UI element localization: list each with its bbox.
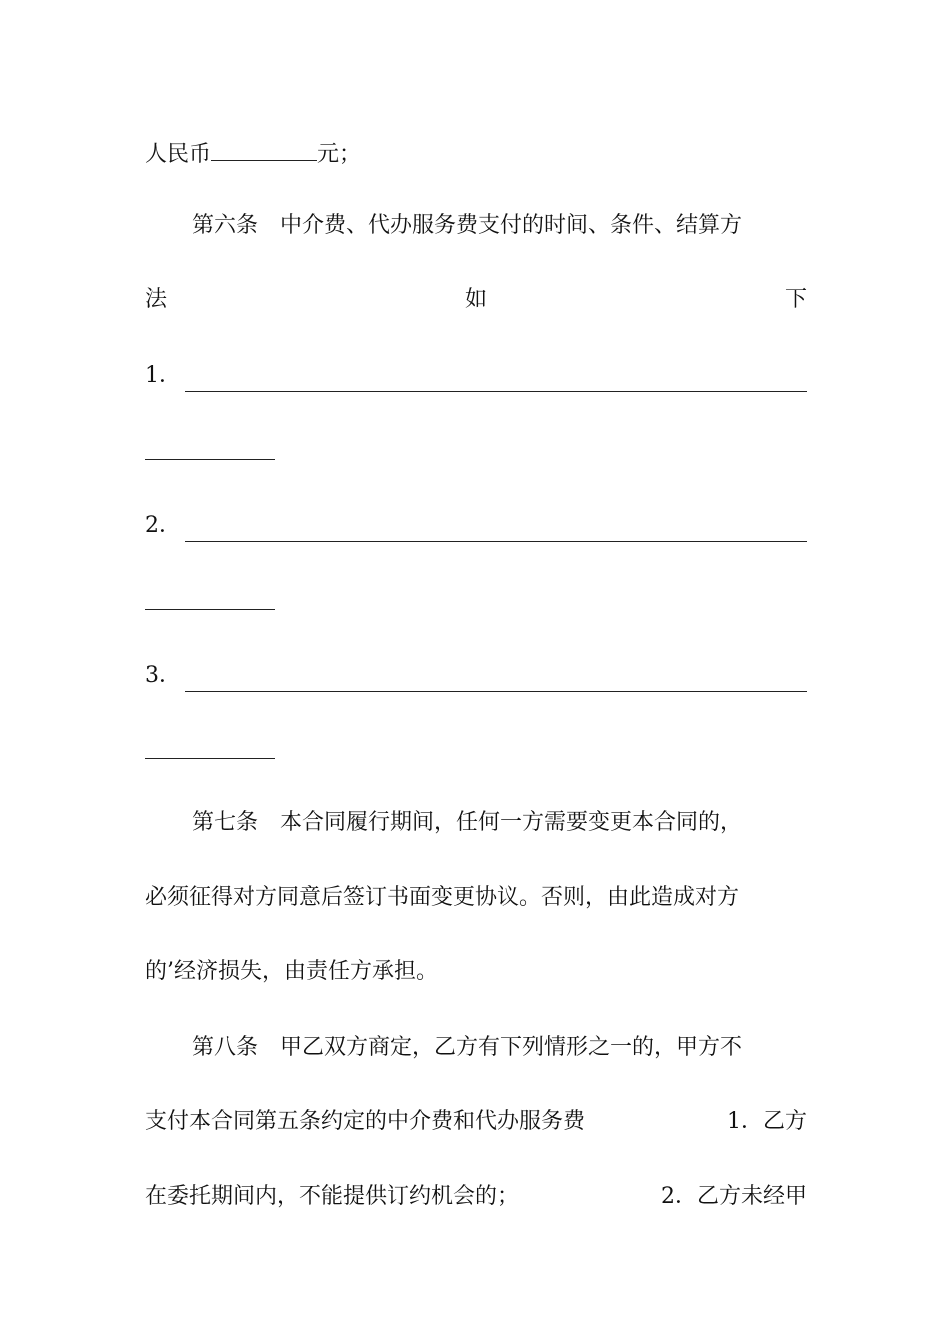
article-8-line-2-left: 支付本合同第五条约定的中介费和代办服务费 (145, 1109, 586, 1134)
article-7-line-3: 的’经济损失，由责任方承担。 (145, 959, 438, 984)
item-3-line (145, 660, 807, 692)
article-8-line-3-right: 2．乙方未经甲 (661, 1184, 807, 1209)
item-2-continuation-blank (145, 609, 275, 610)
rmb-suffix: 元； (317, 142, 362, 167)
item-1-continuation-blank (145, 459, 275, 460)
article-8-line-2-right: 1．乙方 (727, 1109, 807, 1134)
item-2-line (145, 510, 807, 542)
article-7-line-1: 第七条 本合同履行期间，任何一方需要变更本合同的， (192, 810, 743, 835)
item-1-number: 1． (145, 363, 181, 388)
item-3-number: 3． (145, 663, 181, 688)
amount-blank (211, 138, 317, 161)
rmb-amount-line (145, 138, 807, 170)
item-1-line (145, 360, 807, 392)
item-2-number: 2． (145, 513, 181, 538)
item-1-blank (185, 367, 807, 392)
item-2-blank (185, 517, 807, 542)
art6-char-xia: 下 (784, 287, 807, 312)
item-3-blank (185, 667, 807, 692)
item-3-continuation-blank (145, 758, 275, 759)
article-8-line-2 (145, 1106, 807, 1138)
rmb-prefix: 人民币 (145, 142, 212, 167)
art6-char-fa: 法 (145, 287, 168, 312)
article-6-heading: 第六条 中介费、代办服务费支付的时间、条件、结算方 (192, 213, 743, 238)
article-6-line-2 (145, 284, 807, 316)
article-8-line-1: 第八条 甲乙双方商定，乙方有下列情形之一的，甲方不 (192, 1035, 743, 1060)
article-7-line-2: 必须征得对方同意后签订书面变更协议。否则，由此造成对方 (145, 885, 740, 910)
article-8-line-3 (145, 1181, 807, 1213)
art6-char-ru: 如 (464, 287, 487, 312)
article-8-line-3-left: 在委托期间内，不能提供订约机会的； (145, 1184, 520, 1209)
